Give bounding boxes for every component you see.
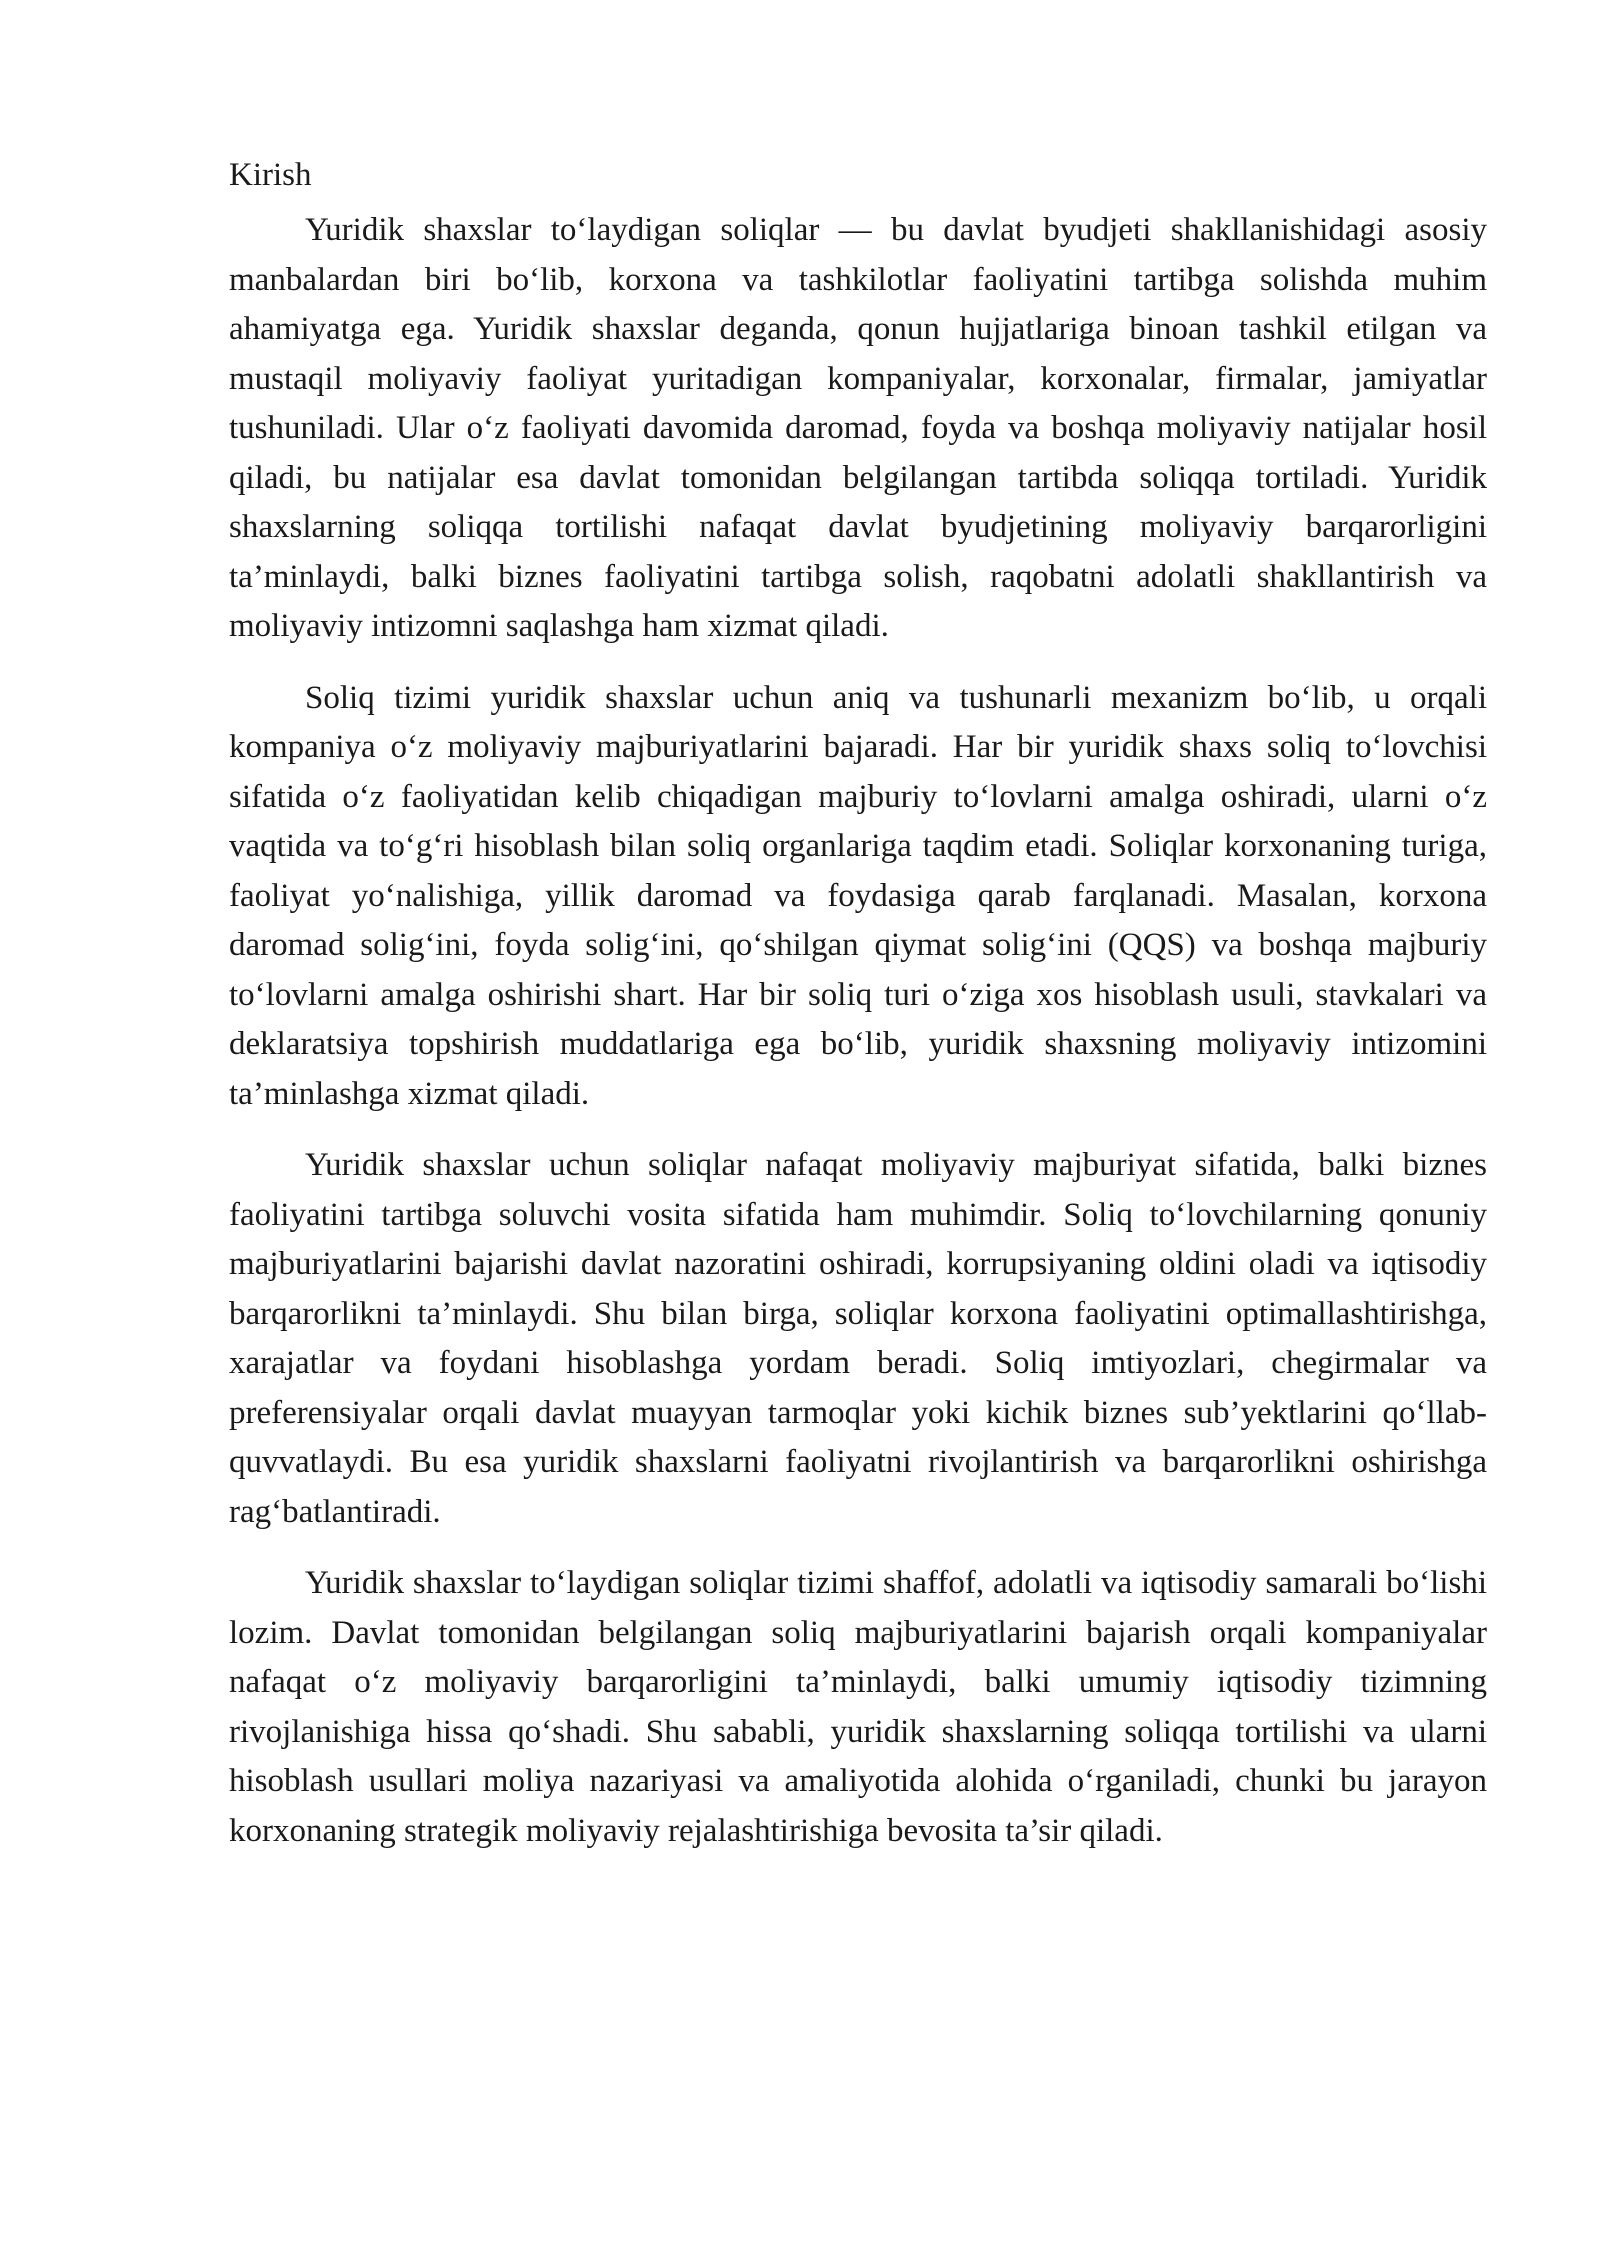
document-body [229, 150, 1487, 1878]
section-heading: Kirish [229, 157, 312, 193]
paragraph-1: Yuridik shaxslar to‘laydigan soliqlar — bu davlat byudjeti shakllanishidagi asosiy manbalardan biri bo‘lib, korxona va tashkilotlar faoliyatini tartibga solishda muhim ahamiyatga ega. Yuridik shaxslar deganda, qonun hujjatlariga binoan tashkil etilgan va mustaqil moliyaviy faoliyat yuritadigan kompaniyalar, korxonalar, firmalar, jamiyatlar tushuniladi. Ular o‘z faoliyati davomida daromad, foyda va boshqa moliyaviy natijalar hosil qiladi, bu natijalar esa davlat tomonidan belgilangan tartibda soliqqa tortiladi. Yuridik shaxslarning soliqqa tortilishi nafaqat davlat byudjetining moliyaviy barqarorligini ta’minlaydi, balki biznes faoliyatini tartibga solish, raqobatni adolatli shakllantirish va moliyaviy intizomni saqlashga ham xizmat qiladi. [229, 212, 1487, 644]
paragraph-2: Soliq tizimi yuridik shaxslar uchun aniq va tushunarli mexanizm bo‘lib, u orqali kompaniya o‘z moliyaviy majburiyatlarini bajaradi. Har bir yuridik shaxs soliq to‘lovchisi sifatida o‘z faoliyatidan kelib chiqadigan majburiy to‘lovlarni amalga oshiradi, ularni o‘z vaqtida va to‘g‘ri hisoblash bilan soliq organlariga taqdim etadi. Soliqlar korxonaning turiga, faoliyat yo‘nalishiga, yillik daromad va foydasiga qarab farqlanadi. Masalan, korxona daromad solig‘ini, foyda solig‘ini, qo‘shilgan qiymat solig‘ini (QQS) va boshqa majburiy to‘lovlarni amalga oshirishi shart. Har bir soliq turi o‘ziga xos hisoblash usuli, stavkalari va deklaratsiya topshirish muddatlariga ega bo‘lib, yuridik shaxsning moliyaviy intizomini ta’minlashga xizmat qiladi. [229, 679, 1487, 1112]
paragraph-4: Yuridik shaxslar to‘laydigan soliqlar tizimi shaffof, adolatli va iqtisodiy samarali bo‘lishi lozim. Davlat tomonidan belgilangan soliq majburiyatlarini bajarish orqali kompaniyalar nafaqat o‘z moliyaviy barqarorligini ta’minlaydi, balki umumiy iqtisodiy tizimning rivojlanishiga hissa qo‘shadi. Shu sababli, yuridik shaxslarning soliqqa tortilishi va ularni hisoblash usullari moliya nazariyasi va amaliyotida alohida o‘rganiladi, chunki bu jarayon korxonaning strategik moliyaviy rejalashtirishiga bevosita ta’sir qiladi. [229, 1565, 1487, 1849]
paragraph-3: Yuridik shaxslar uchun soliqlar nafaqat moliyaviy majburiyat sifatida, balki biznes faoliyatini tartibga soluvchi vosita sifatida ham muhimdir. Soliq to‘lovchilarning qonuniy majburiyatlarini bajarishi davlat nazoratini oshiradi, korrupsiyaning oldini oladi va iqtisodiy barqarorlikni ta’minlaydi. Shu bilan birga, soliqlar korxona faoliyatini optimallashtirishga, xarajatlar va foydani hisoblashga yordam beradi. Soliq imtiyozlari, chegirmalar va preferensiyalar orqali davlat muayyan tarmoqlar yoki kichik biznes sub’yektlarini qo‘llab-quvvatlaydi. Bu esa yuridik shaxslarni faoliyatni rivojlantirish va barqarorlikni oshirishga rag‘batlantiradi. [229, 1147, 1487, 1530]
